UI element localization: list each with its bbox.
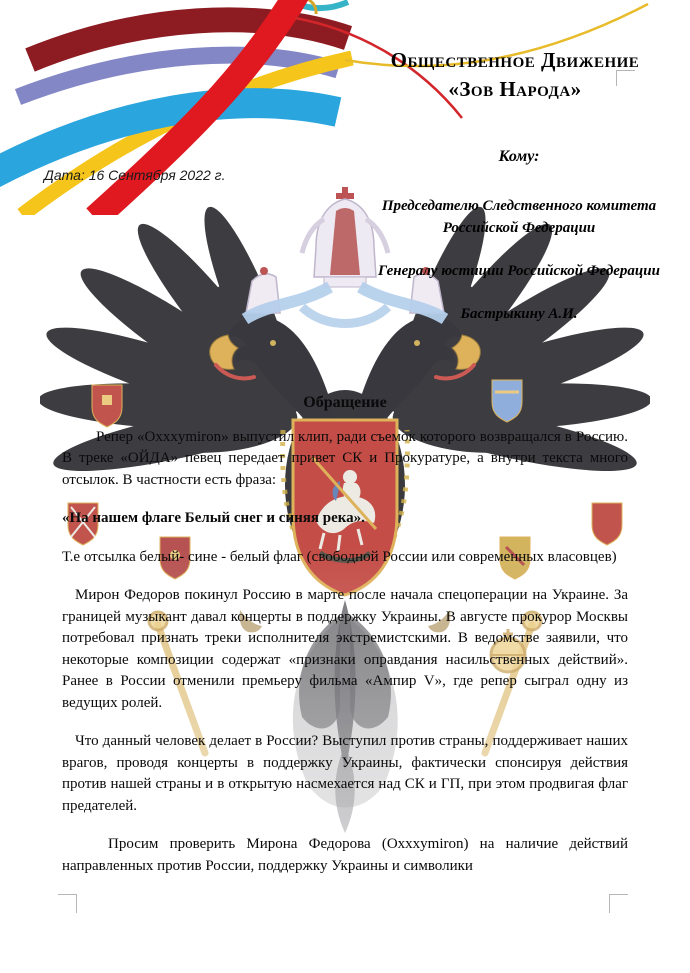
letter-heading: Обращение [303,394,387,411]
crop-mark [58,894,77,913]
letterhead-title [340,46,690,104]
paragraph: Просим проверить Мирона Федорова (Oxxxymiron) на наличие действий направленных против России, поддержку Украины и символики [62,836,628,874]
recipient-block [370,195,668,346]
paragraph: Репер «Oxxxymiron» выпустил клип, ради съемок которого возвращался в Россию. В треке «ОЙДА» певец передает привет СК и Прокуратуре, а внутри текста много отсылок. В частности есть фраза: [62,428,628,488]
letter-body [62,392,628,894]
letterhead-title-line2: «Зов Народа» [448,77,582,101]
paragraph: Что данный человек делает в России? Выступил против страны, поддерживает наших врагов, проводя концерты в поддержку Украины, фактически спонсируя действия против нашей страны и в открытую насмехается над СК и ГП, при этом продвигая флаг предателей. [62,733,628,814]
paragraph: Мирон Федоров покинул Россию в марте после начала спецоперации на Украине. За границей музыкант давал концерты в поддержку Украины. В августе прокурор Москвы потребовал признать треки исполнителя экстремистскими. В ведомстве заявили, что некоторые композиции содержат «признаки оправдания насильственных действий». Ранее в России отменили премьеру фильма «Ампир V», где репер сыграл одну из ведущих ролей. [62,587,628,711]
recipient-label: Кому: [498,148,540,165]
recipient-line: Председателю Следственного комитета Российской Федерации [381,198,657,236]
paragraph: Т.е отсылка белый- сине - белый флаг (свободной России или современных власовцев) [62,548,617,565]
recipient-line: Бастрыкину А.И. [460,306,578,322]
crop-mark [609,894,628,913]
quote-paragraph: «На нашем флаге Белый снег и синяя река». [62,510,365,526]
letter-date: Дата: 16 Сентября 2022 г. [44,167,226,183]
recipient-line: Генералу юстиции Российской Федерации [378,263,660,279]
letterhead-title-line1: Общественное Движение [390,48,640,72]
